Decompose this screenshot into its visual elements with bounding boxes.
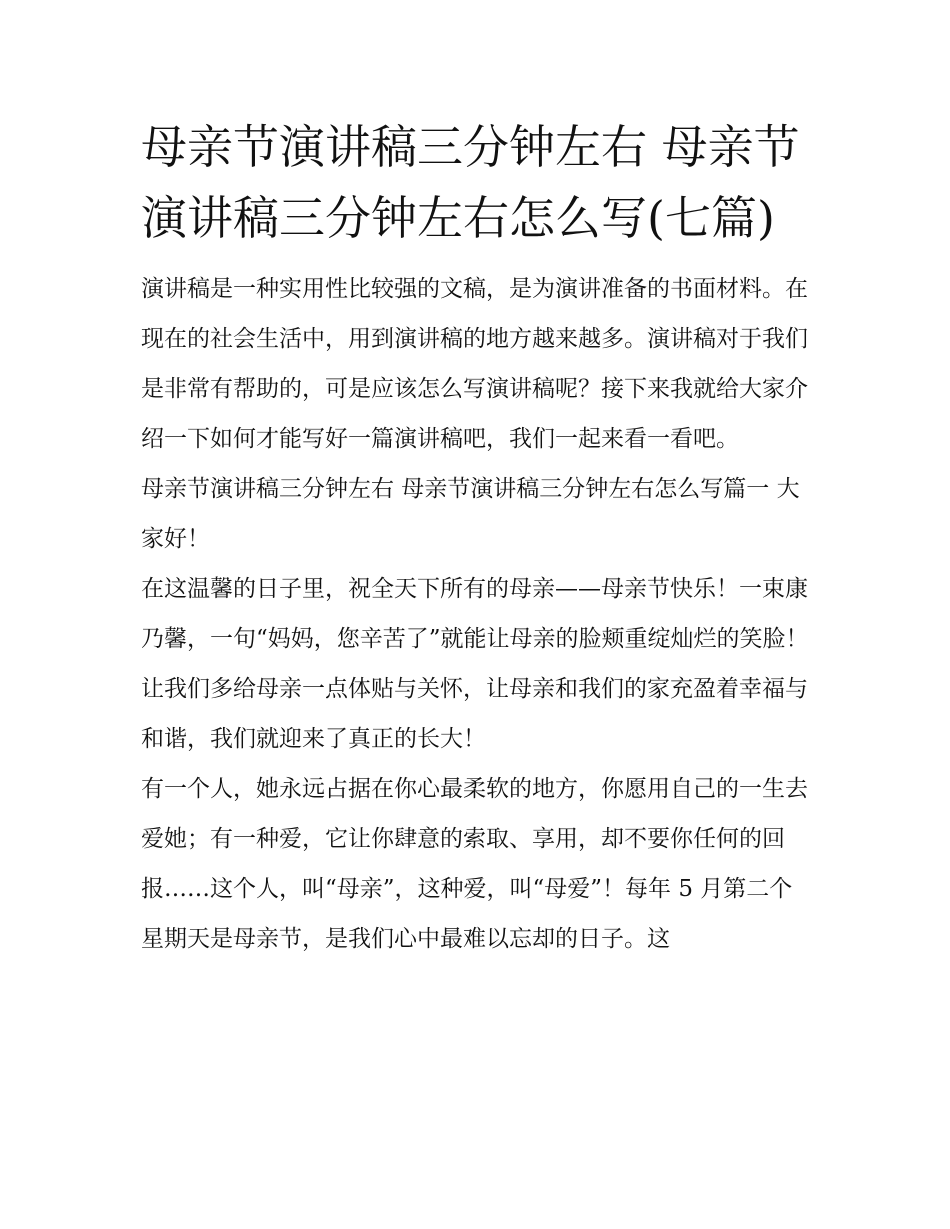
document-page — [141, 112, 813, 964]
paragraph-section-heading: 母亲节演讲稿三分钟左右 母亲节演讲稿三分钟左右怎么写篇一 大家好！ — [141, 476, 800, 552]
document-title: 母亲节演讲稿三分钟左右 母亲节演讲稿三分钟左右怎么写(七篇) — [141, 120, 800, 245]
paragraph-mother-love: 有一个人，她永远占据在你心最柔软的地方，你愿用自己的一生去爱她；有一种爱，它让你肆意的索取、享用，却不要你任何的回报……这个人，叫“母亲”，这种爱，叫“母爱”！每年 5 月第二个星期天是母亲节，是我们心中最难以忘却的日子。这 — [141, 776, 808, 952]
paragraph-greeting: 在这温馨的日子里，祝全天下所有的母亲——母亲节快乐！一束康乃馨，一句“妈妈，您辛苦了”就能让母亲的脸颊重绽灿烂的笑脸！让我们多给母亲一点体贴与关怀，让母亲和我们的家充盈着幸福与和谐，我们就迎来了真正的长大！ — [141, 576, 809, 752]
paragraph-intro: 演讲稿是一种实用性比较强的文稿，是为演讲准备的书面材料。在现在的社会生活中，用到演讲稿的地方越来越多。演讲稿对于我们是非常有帮助的，可是应该怎么写演讲稿呢？接下来我就给大家介绍一下如何才能写好一篇演讲稿吧，我们一起来看一看吧。 — [141, 276, 808, 452]
document-body — [141, 264, 813, 964]
